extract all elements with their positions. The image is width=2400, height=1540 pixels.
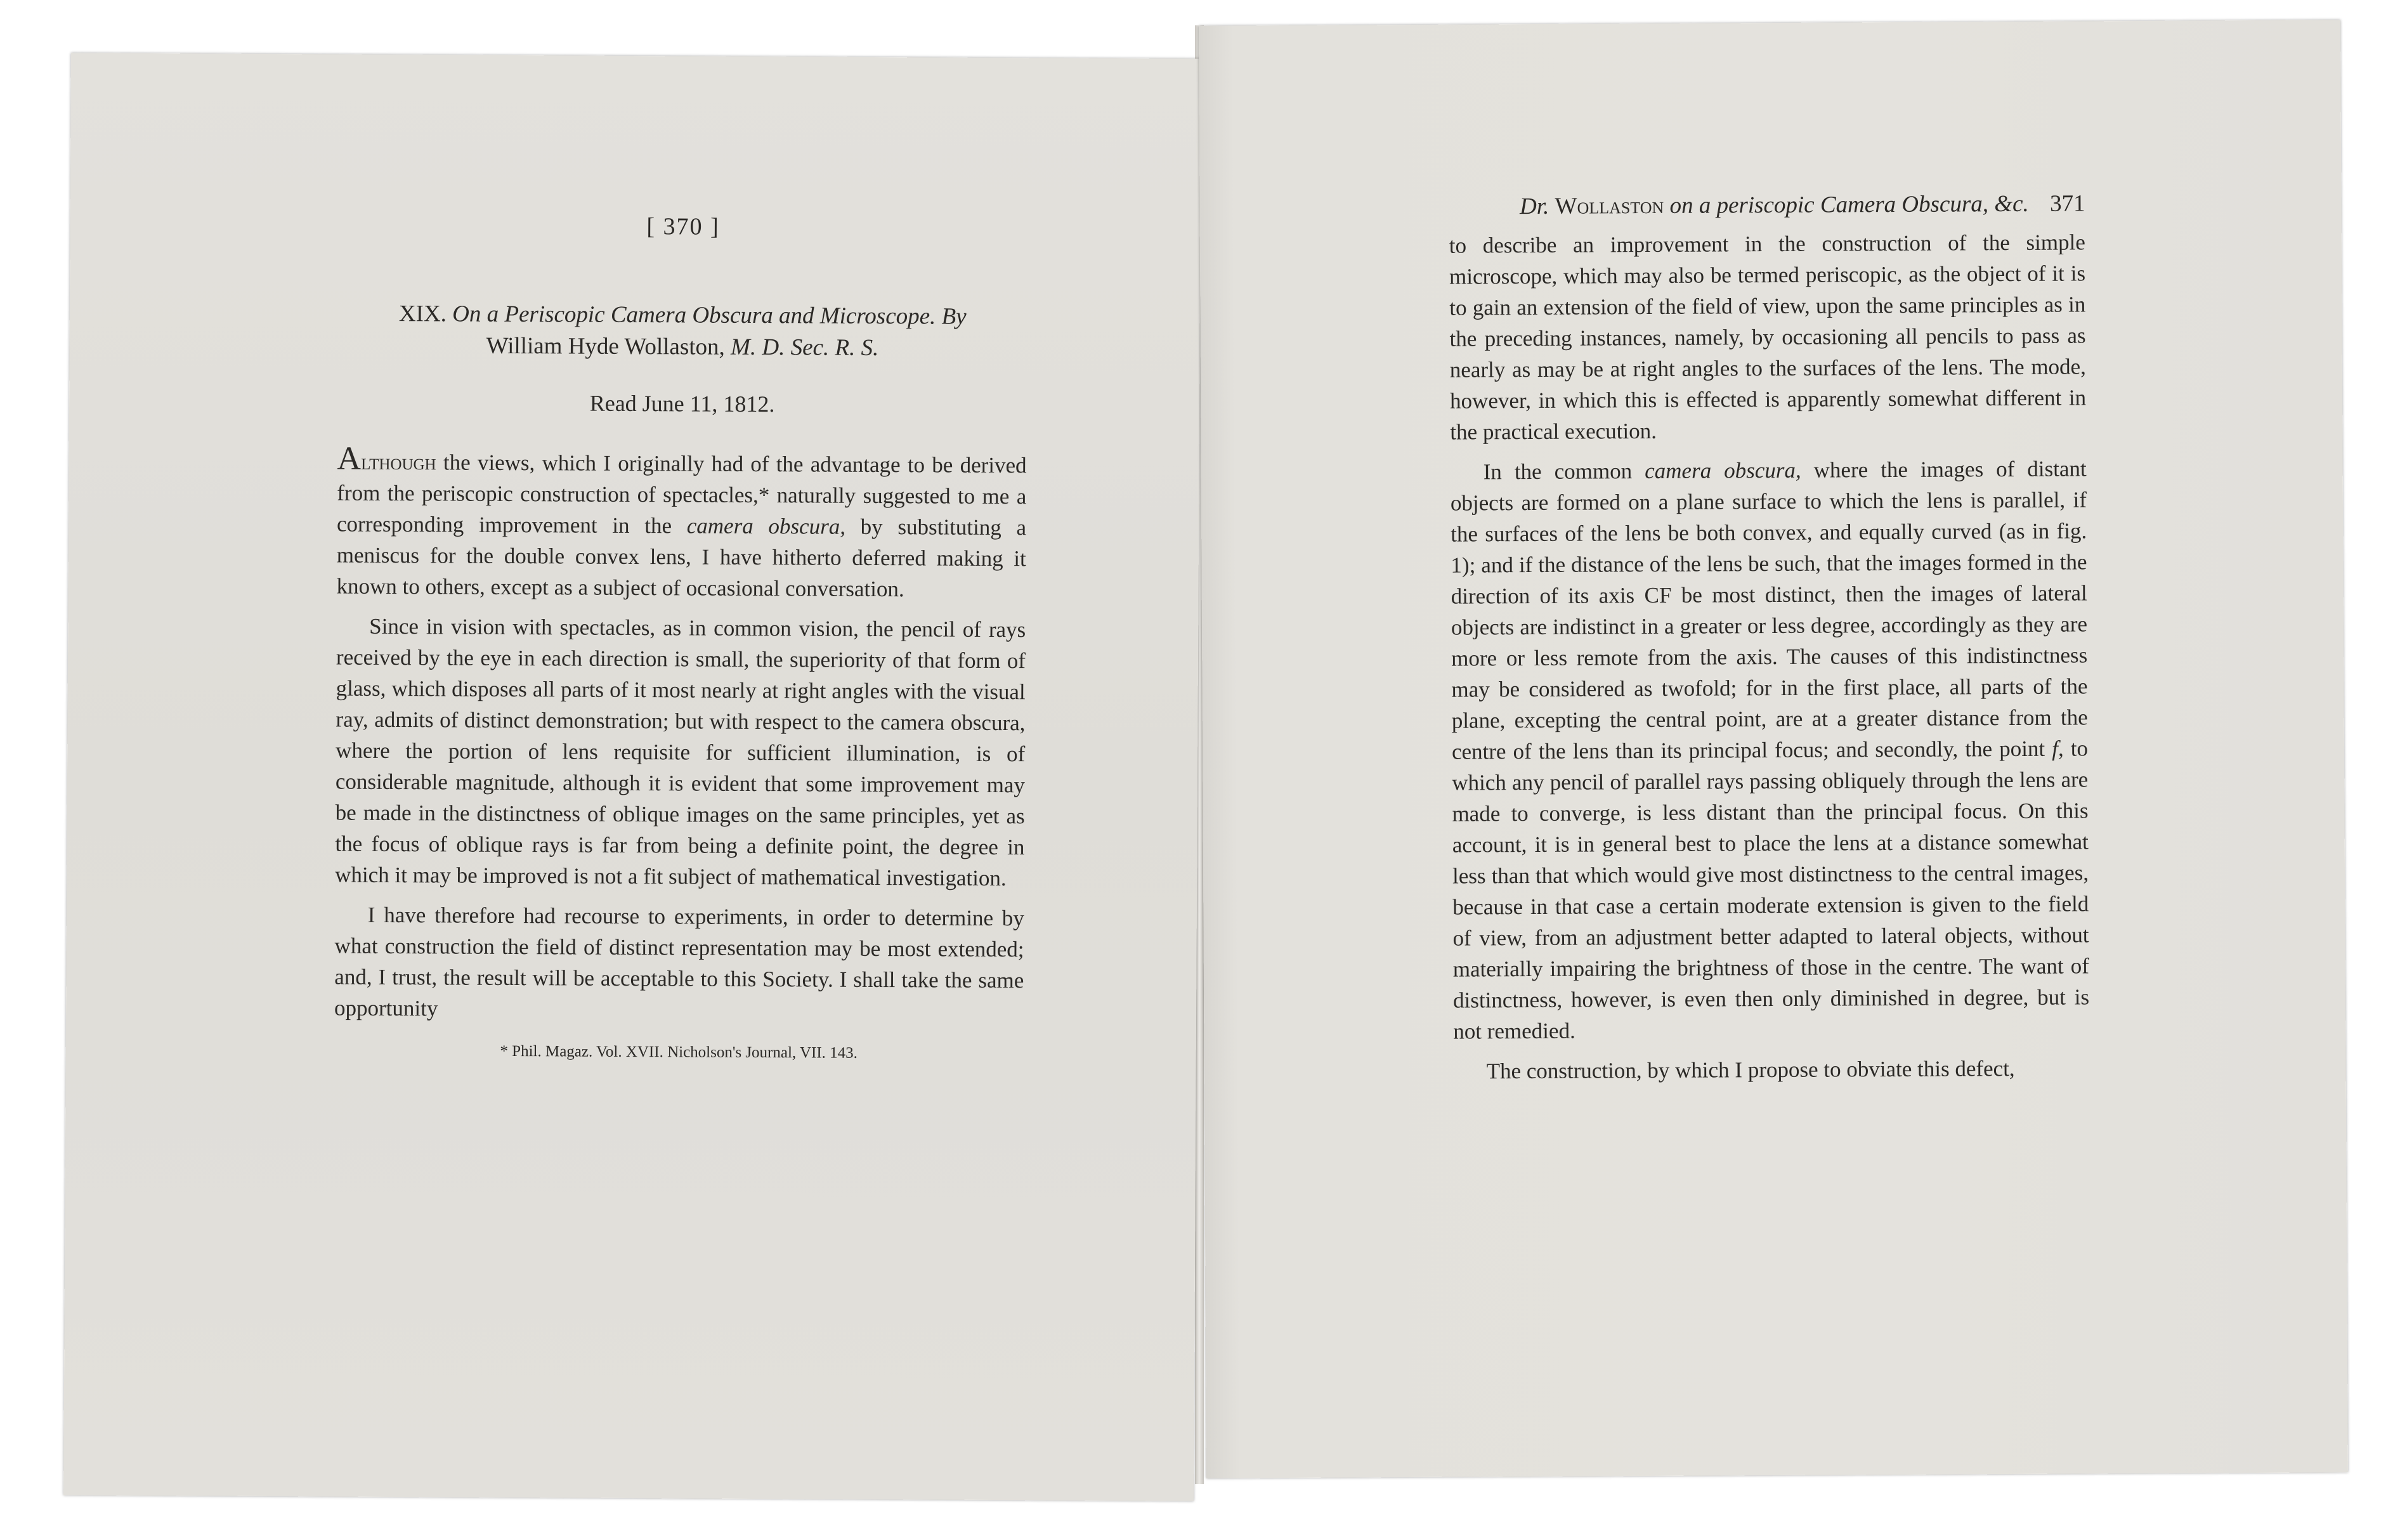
paragraph-text: to which any pencil of parallel rays passing obliquely through the lens are made to converge, is less distant than the principal focus. On this account, it is in general best to place the lens at a distance somewhat less than that which would give most distinctness to the central images, because in that case a certain moderate extension is given to the field of view, from an adjustment better adapted to lateral objects, without materially impairing the brightness of those in the centre. The want of distinctness, however, is even then only diminished in degree, but is not remedied. [1452, 736, 2090, 1044]
paragraph-text: where the images of distant objects are formed on a plane surface to which the lens is parallel, if the surfaces of the lens be both convex, and equally curved (as in fig. 1); and if the distance of the lens be such, that the images formed in the direction of its axis CF be most distinct, then the images of lateral objects are indistinct in a greater or less degree, accordingly as they are more or less remote from the axis. The causes of this indistinctness may be considered as twofold; for in the first place, all parts of the plane, excepting the central point, are at a greater distance from the centre of the lens than its principal focus; and secondly, the point [1450, 456, 2088, 764]
title-main: On a Periscopic Camera Obscura and Microscope. [452, 301, 936, 330]
left-paragraph-3: I have therefore had recourse to experiments, in order to determine by what construction the field of distinct representation may be most extended; and, I trust, the result will be acceptable to this Society. I shall take the same opportunity [334, 902, 1024, 1021]
read-date: Read June 11, 1812. [589, 390, 775, 417]
running-head [1449, 188, 2085, 222]
right-page-content [1449, 188, 2089, 1095]
left-page-content [334, 210, 1028, 1070]
title-section-number: XIX. [398, 301, 447, 327]
left-paragraph-2: Since in vision with spectacles, as in common vision, the pencil of rays received by the eye in each direction is small, the superiority of that form of glass, which disposes all parts of it most nearly at right angles with the visual ray, admits of distinct demonstration; but with respect to the camera obscura, where the portion of lens requisite for sufficient illumination, is of considerable magnitude, although it is evident that some improvement may be made in the distinctness of oblique images on the same principles, yet as the focus of oblique rays is far from being a definite point, the degree in which it may be improved is not a fit subject of mathematical investigation. [335, 613, 1026, 891]
left-paragraph-1 [336, 440, 1027, 606]
right-paragraph-3: The construction, by which I propose to obviate this defect, [1486, 1056, 2015, 1084]
drop-cap: A [337, 440, 362, 477]
paragraph-text: by substituting a meniscus for the double convex lens, I have hitherto deferred making it known to others, except as a subject of occasional conversation. [336, 514, 1027, 602]
running-head-title: on a periscopic Camera Obscura, &c. [1669, 190, 2029, 219]
right-page [1199, 20, 2348, 1478]
left-page [63, 53, 1201, 1501]
right-paragraph-2 [1451, 453, 2090, 1047]
running-head-author: Wollaston [1555, 192, 1664, 219]
title-by: By [941, 303, 967, 330]
page-number: 371 [2049, 190, 2085, 217]
author-name: William Hyde Wollaston, [486, 332, 725, 360]
paragraph-text: In the common [1483, 459, 1645, 485]
article-title [337, 298, 1027, 365]
italic-term: camera obscura, [1645, 457, 1801, 484]
author-degrees: M. D. Sec. R. S. [730, 334, 879, 362]
footnote: * Phil. Magaz. Vol. XVII. Nicholson's Journal, VII. 143. [500, 1042, 858, 1062]
paragraph-text: the views, which I originally had of the advantage to be derived from the periscopic construction of spectacles,* naturally suggested to me a corresponding improvement in the [336, 450, 1027, 538]
small-caps-opening: lthough [361, 449, 436, 475]
italic-term: f, [2052, 736, 2064, 761]
italic-term: camera obscura, [686, 513, 846, 539]
page-number-mark: [ 370 ] [646, 213, 720, 240]
running-head-prefix: Dr. [1519, 193, 1549, 220]
right-paragraph-1: to describe an improvement in the construction of the simple microscope, which may also be termed periscopic, as the object of it is to gain an extension of the field of view, upon the same principles as in the preceding instances, namely, by occasioning all pencils to pass as nearly as may be at right angles to the surfaces of the lens. The mode, however, in which this is effected is apparently somewhat different in the practical execution. [1449, 230, 2087, 445]
